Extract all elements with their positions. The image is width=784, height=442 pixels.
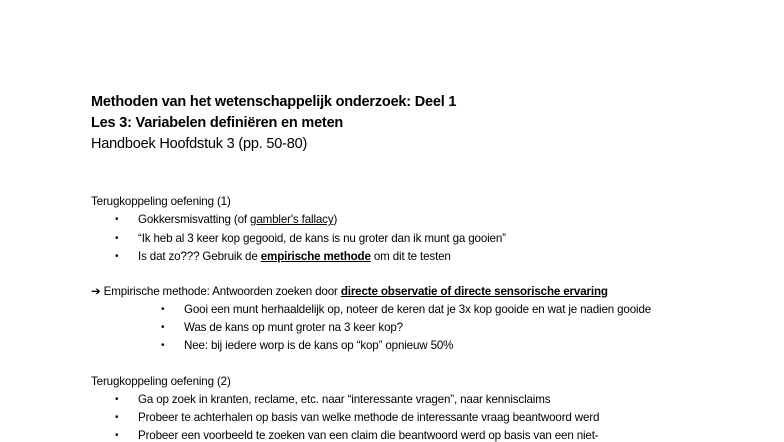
empirical-bullet-2: Was de kans op munt groter na 3 keer kop? [184,321,403,334]
section1-bullet-1 [138,214,337,226]
section2-bullet-2: Probeer te achterhalen op basis van welke methode de interessante vraag beantwoord werd [138,411,600,424]
empirical-bullet-1: Gooi een munt herhaaldelijk op, noteer de keren dat je 3x kop gooide en wat je nadien gooide [184,303,652,316]
empirical-bullet-3: Nee: bij iedere worp is de kans op “kop” opnieuw 50% [184,339,454,352]
title-line-2: Les 3: Variabelen definiëren en meten [91,115,344,131]
bullet-glyph: • [115,251,119,262]
empirical-pre: Empirische methode: Antwoorden zoeken door [100,285,341,298]
bullet-glyph: • [161,340,165,351]
bullet-glyph: • [115,214,119,225]
bullet3-post: om dit te testen [370,250,451,263]
bullet1-post: ) [333,213,338,226]
section2-bullet-1: Ga op zoek in kranten, reclame, etc. naar “interessante vragen”, naar kennisclaims [138,393,551,406]
section1-bullet-2: “Ik heb al 3 keer kop gegooid, de kans is nu groter dan ik munt ga gooien” [138,232,506,245]
bullet-glyph: • [115,412,119,423]
title-line-1: Methoden van het wetenschappelijk onderzoek: Deel 1 [91,94,457,110]
arrow-icon: ➔ [91,285,101,298]
empirische-methode-emphasis: empirische methode [260,250,371,263]
bullet3-pre: Is dat zo??? Gebruik de [138,250,261,263]
bullet-glyph: • [115,233,119,244]
bullet-glyph: • [161,304,165,315]
bullet-glyph: • [115,394,119,405]
bullet-glyph: • [115,430,119,441]
gamblers-fallacy-link: gambler's fallacy [250,213,334,226]
empirical-method-line [91,286,608,298]
bullet1-pre: Gokkersmisvatting (of [138,213,251,226]
subtitle: Handboek Hoofdstuk 3 (pp. 50-80) [91,136,308,152]
section2-heading: Terugkoppeling oefening (2) [91,375,231,388]
empirical-emphasis: directe observatie of directe sensorische ervaring [340,285,608,298]
bullet-glyph: • [161,322,165,333]
section1-bullet-3 [138,251,451,263]
section1-heading: Terugkoppeling oefening (1) [91,195,231,208]
section2-bullet-3: Probeer een voorbeeld te zoeken van een claim die beantwoord werd op basis van een niet- [138,429,599,442]
